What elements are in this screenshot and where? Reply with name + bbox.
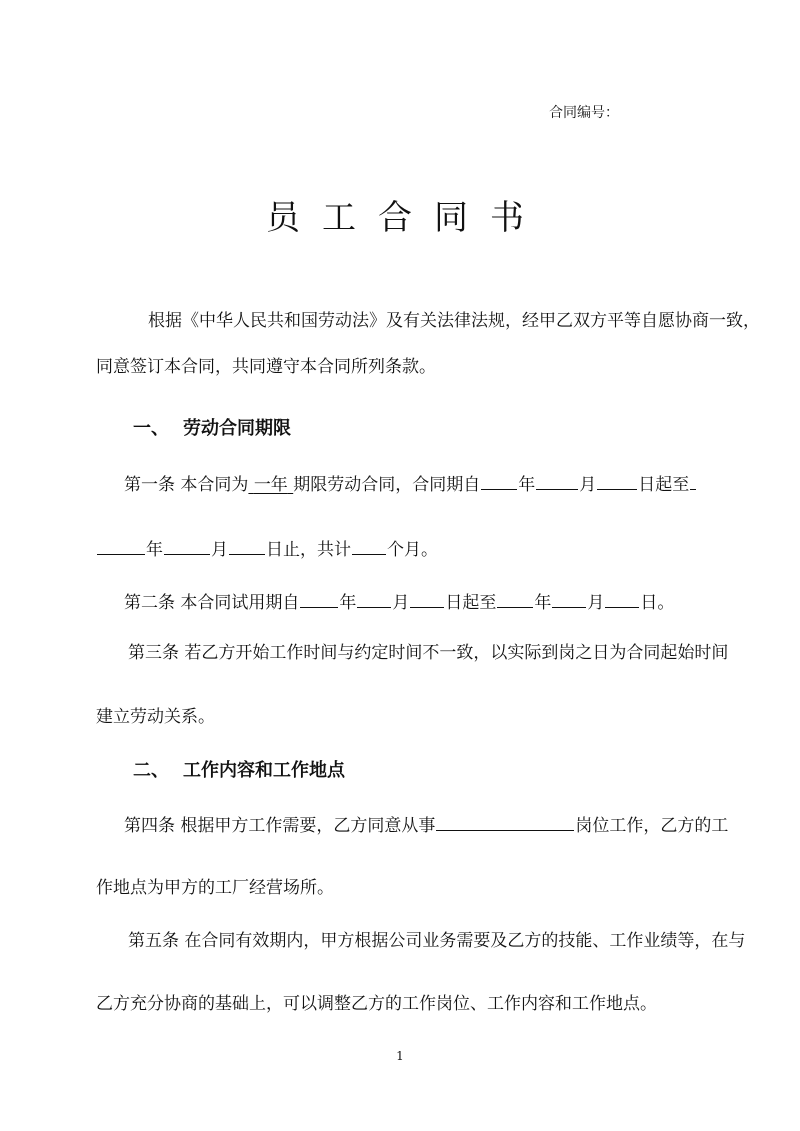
article-5-line-2: 乙方充分协商的基础上，可以调整乙方的工作岗位、工作内容和工作地点。	[96, 994, 657, 1014]
blank-field	[164, 537, 210, 555]
blank-field	[552, 590, 586, 608]
section-number: 二、	[133, 760, 169, 781]
unit-label: 年	[518, 475, 536, 495]
blank-field	[597, 472, 637, 490]
article-3-line-1: 第三条 若乙方开始工作时间与约定时间不一致，以实际到岗之日为合同起始时间	[128, 643, 729, 663]
page-number: 1	[396, 1049, 404, 1063]
section-number: 一、	[133, 418, 169, 439]
blank-field	[436, 813, 574, 831]
unit-label: 月	[392, 593, 410, 613]
unit-label: 日。	[640, 593, 675, 613]
contract-term-value: 一年	[253, 475, 288, 495]
section-heading-2	[133, 760, 345, 782]
article-1-text: 第一条 本合同为	[124, 475, 249, 495]
article-1-line-1	[124, 472, 697, 496]
blank-field	[690, 472, 696, 490]
section-title: 劳动合同期限	[183, 418, 291, 439]
article-4-line-1	[124, 813, 728, 837]
article-3-line-2: 建立劳动关系。	[96, 707, 215, 727]
unit-label: 日止，共计	[266, 540, 351, 560]
article-1-text: 期限劳动合同，合同期自	[293, 475, 481, 495]
unit-label: 年	[534, 593, 552, 613]
blank-field	[97, 537, 145, 555]
blank-field	[300, 590, 338, 608]
preamble-line-2: 同意签订本合同，共同遵守本合同所列条款。	[96, 357, 436, 377]
preamble-line-1: 根据《中华人民共和国劳动法》及有关法律法规，经甲乙双方平等自愿协商一致，	[148, 311, 760, 331]
section-heading-1	[133, 418, 291, 440]
blank-field	[536, 472, 578, 490]
section-title: 工作内容和工作地点	[183, 760, 345, 781]
unit-label: 年	[146, 540, 163, 560]
article-1-line-2	[96, 537, 438, 561]
article-4-text: 岗位工作，乙方的工	[575, 816, 729, 836]
unit-label: 日起至	[445, 593, 497, 613]
blank-field	[357, 590, 391, 608]
article-4-line-2: 作地点为甲方的工厂经营场所。	[96, 878, 334, 898]
unit-label: 月	[579, 475, 597, 495]
unit-label: 年	[339, 593, 357, 613]
blank-field	[481, 472, 517, 490]
unit-label: 个月。	[387, 540, 438, 560]
blank-field	[229, 537, 265, 555]
unit-label: 日起至	[638, 475, 690, 495]
blank-field	[352, 537, 386, 555]
document-title: 员工合同书	[266, 198, 546, 238]
blank-field	[410, 590, 444, 608]
contract-number-label: 合同编号：	[549, 105, 619, 121]
article-4-text: 第四条 根据甲方工作需要，乙方同意从事	[124, 816, 436, 836]
unit-label: 月	[211, 540, 228, 560]
blank-field	[497, 590, 533, 608]
article-2	[124, 590, 674, 614]
unit-label: 月	[587, 593, 605, 613]
article-2-text: 第二条 本合同试用期自	[124, 593, 300, 613]
article-5-line-1: 第五条 在合同有效期内，甲方根据公司业务需要及乙方的技能、工作业绩等，在与	[128, 931, 746, 951]
blank-field	[605, 590, 639, 608]
